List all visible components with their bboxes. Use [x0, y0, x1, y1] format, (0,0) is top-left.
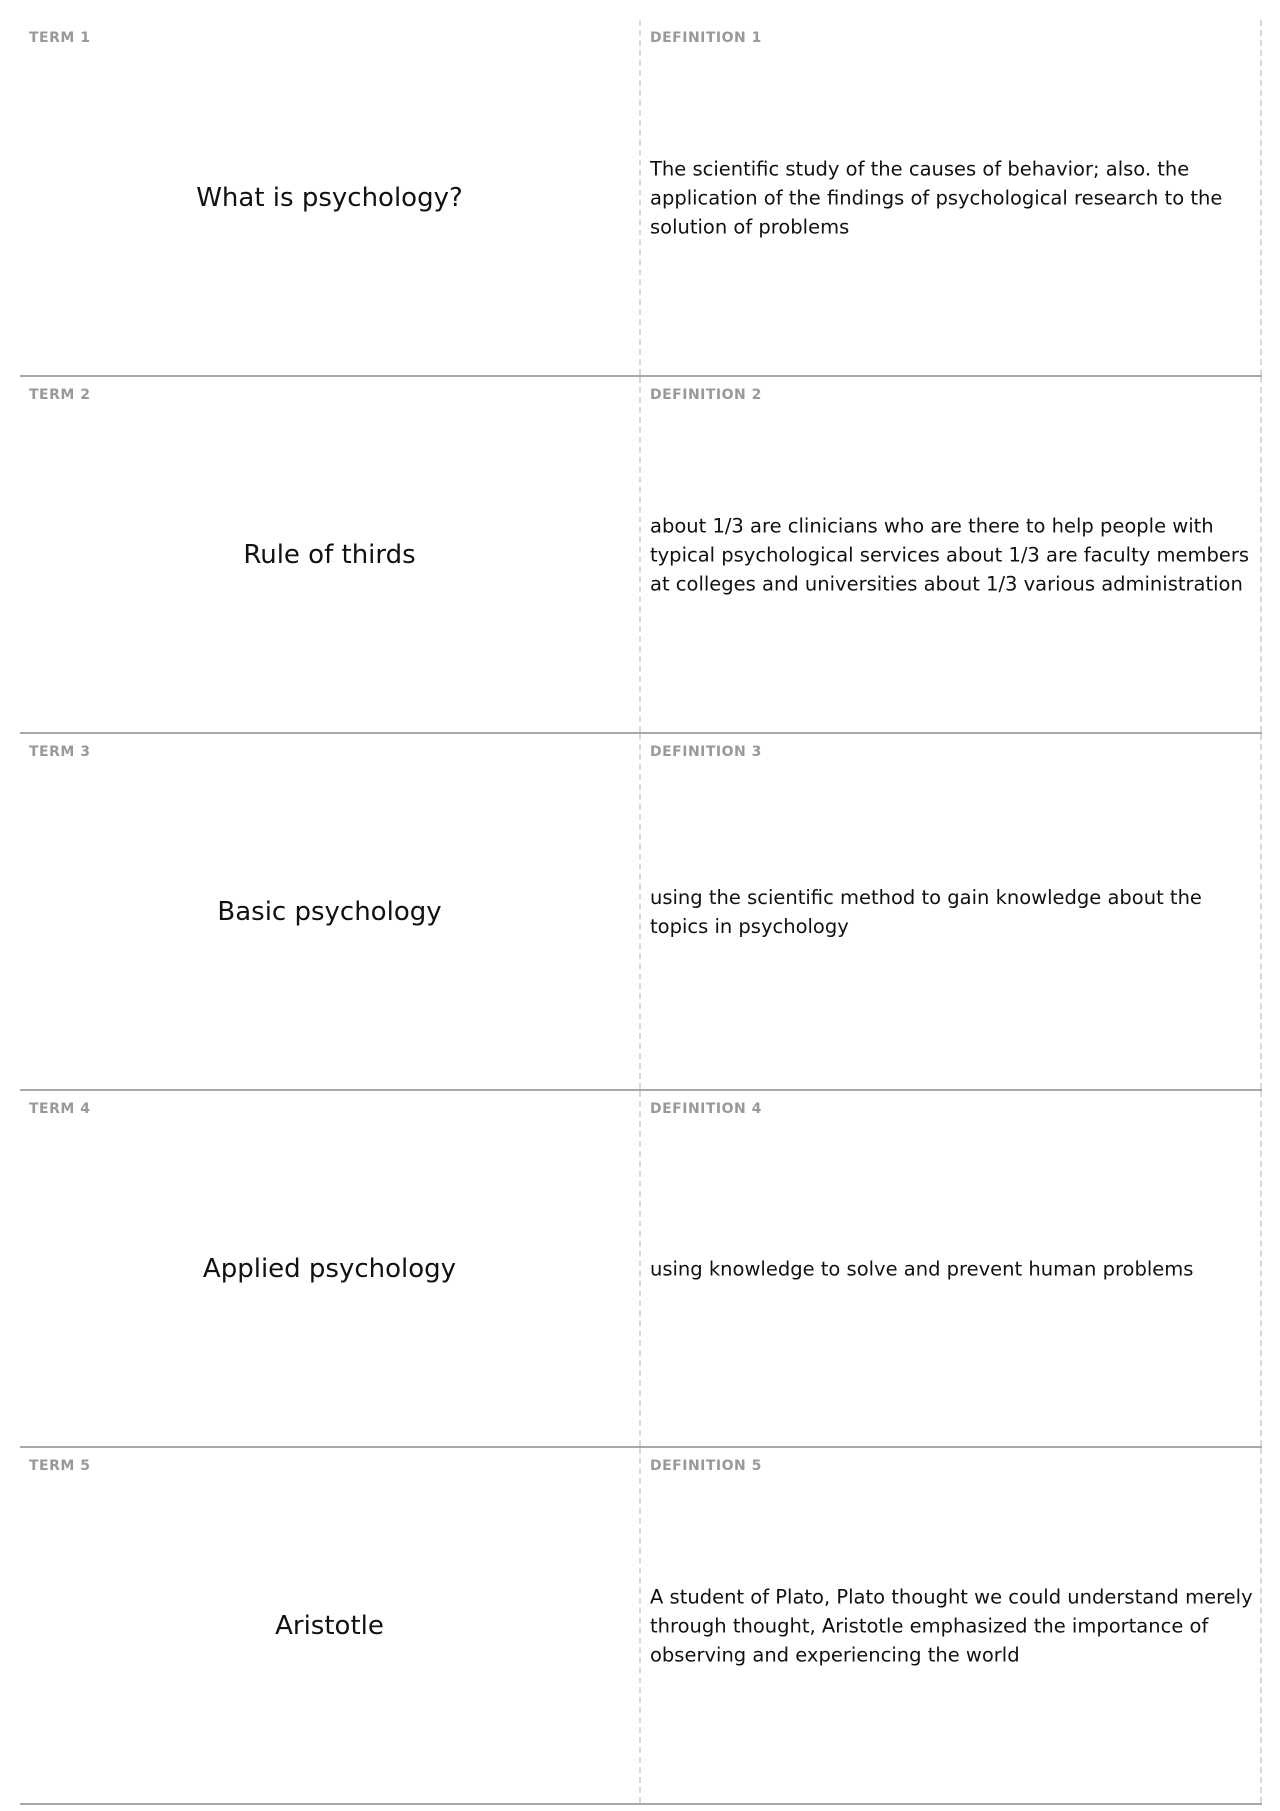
term-text: Aristotle	[275, 1610, 384, 1641]
flashcard-sheet	[20, 20, 1262, 1805]
term-cell	[20, 377, 641, 732]
definition-text: The scientific study of the causes of behavior; also. the application of the findings of psychological research to the solution of problems	[650, 157, 1223, 238]
term-text: Rule of thirds	[243, 539, 416, 570]
definition-text: using knowledge to solve and prevent human problems	[650, 1257, 1194, 1280]
term-cell	[20, 20, 641, 375]
term-cell	[20, 734, 641, 1089]
term-label: TERM 3	[29, 744, 91, 760]
definition-label: DEFINITION 4	[650, 1101, 762, 1117]
term-label: TERM 4	[29, 1101, 91, 1117]
term-cell	[20, 1448, 641, 1803]
definition-cell	[641, 734, 1262, 1089]
term-label: TERM 2	[29, 387, 91, 403]
flashcard-row	[20, 20, 1262, 377]
definition-text: A student of Plato, Plato thought we could understand merely through thought, Aristotle emphasized the importance of observing and experiencing the world	[650, 1585, 1253, 1666]
definition-label: DEFINITION 1	[650, 30, 762, 46]
term-label: TERM 5	[29, 1458, 91, 1474]
flashcard-row	[20, 1448, 1262, 1805]
flashcard-row	[20, 1091, 1262, 1448]
term-cell	[20, 1091, 641, 1446]
definition-cell	[641, 377, 1262, 732]
term-label: TERM 1	[29, 30, 91, 46]
term-text: Applied psychology	[202, 1253, 457, 1284]
definition-label: DEFINITION 3	[650, 744, 762, 760]
flashcard-row	[20, 734, 1262, 1091]
flashcard-row	[20, 377, 1262, 734]
term-text: What is psychology?	[196, 182, 463, 213]
definition-label: DEFINITION 2	[650, 387, 762, 403]
term-text: Basic psychology	[217, 896, 442, 927]
definition-cell	[641, 1448, 1262, 1803]
definition-text: using the scientific method to gain knowledge about the topics in psychology	[650, 885, 1202, 938]
definition-cell	[641, 20, 1262, 375]
definition-cell	[641, 1091, 1262, 1446]
definition-label: DEFINITION 5	[650, 1458, 762, 1474]
definition-text: about 1/3 are clinicians who are there to help people with typical psychological services about 1/3 are faculty members at colleges and universities about 1/3 various administration	[650, 514, 1250, 595]
